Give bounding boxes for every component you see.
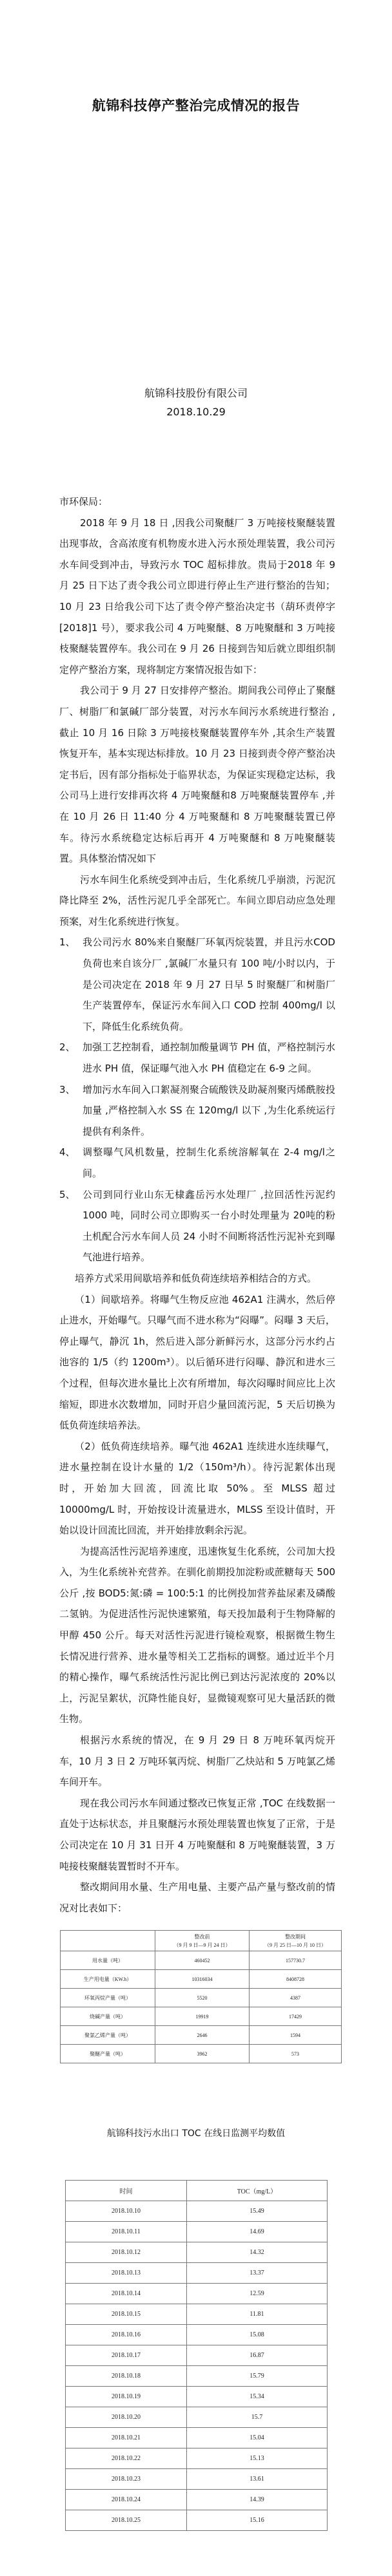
toc-date: 2018.10.20 bbox=[66, 2407, 187, 2428]
toc-date: 2018.10.24 bbox=[66, 2490, 187, 2510]
header-during-label: 整改期间 bbox=[285, 1933, 306, 1940]
toc-row bbox=[66, 2284, 328, 2304]
row-label: 聚醚产量（吨） bbox=[61, 2045, 155, 2063]
paragraph-restart: 根据污水系统的情况，在 9 月 29 日 8 万吨环氧丙烷开车，10 月 3 日 2 万吨环氧丙烷、树脂厂乙炔站和 5 万吨氯乙烯车间开车。 bbox=[59, 1734, 335, 1788]
measure-number: 5、 bbox=[59, 1188, 75, 1200]
comparison-row bbox=[61, 1970, 342, 1989]
measure-item bbox=[59, 1184, 335, 1268]
toc-date: 2018.10.17 bbox=[66, 2345, 187, 2366]
toc-date: 2018.10.18 bbox=[66, 2366, 187, 2387]
toc-row bbox=[66, 2428, 328, 2448]
toc-row bbox=[66, 2242, 328, 2263]
toc-value: 13.37 bbox=[187, 2263, 328, 2284]
row-label: 生产用电量（KW.h） bbox=[61, 1970, 155, 1989]
toc-row bbox=[66, 2448, 328, 2469]
toc-date: 2018.10.15 bbox=[66, 2304, 187, 2325]
toc-date: 2018.10.11 bbox=[66, 2222, 187, 2242]
header-time: 时间 bbox=[66, 2181, 187, 2201]
row-label: 烧碱产量（吨） bbox=[61, 2007, 155, 2026]
toc-row bbox=[66, 2263, 328, 2284]
measure-text: 我公司污水 80%来自聚醚厂环氧丙烷装置，并且污水COD 负荷也来自该分厂 ,氯碱厂水量只有 100 吨/小时以内，于是公司决定在 2018 年 9 月 27 日早 5 时聚醚厂和树脂厂生产装置停车，保证污水车间入口 COD 控制 400mg/l 以下，降低生化系统负荷。 bbox=[83, 936, 335, 1032]
paragraph-rectification: 我公司于 9 月 27 日安排停产整治。期间我公司停止了聚醚厂、树脂厂和氯碱厂部分装置，对污水车间污水系统进行整治 ,截止 10 月 16 日除 3 万吨接枝聚醚装置停车外 ,其余生产装置恢复开车，基本实现达标排放。10 月 23 日接到责令停产整治决定书后，因有部分指标处于临界状态，为保证实现稳定达标，我公司马上进行安排再次将 4 万吨聚醚和8 万吨聚醚装置停车 ,并在 10 月 26 日 11:40 分 4 万吨聚醚和 8 万吨聚醚装置已停车。待污水系统稳定达标后再开 4 万吨聚醚和 8 万吨聚醚装置。具体整治情况如下 bbox=[59, 685, 335, 865]
toc-value: 14.32 bbox=[187, 2242, 328, 2263]
toc-value: 14.39 bbox=[187, 2490, 328, 2510]
measure-text: 加强工艺控制看，通控制加酸量调节 PH 值，严格控制污水进水 PH 值，保证曝气池入水 PH 值稳定在 6-9 之间。 bbox=[83, 1041, 335, 1075]
header-before-label: 整改前 bbox=[194, 1933, 210, 1940]
comparison-header-row bbox=[61, 1931, 342, 1951]
toc-value: 15.49 bbox=[187, 2201, 328, 2222]
value-during: 4387 bbox=[250, 1989, 342, 2007]
header-during-period: （9 月 25 日—10 月 10 日） bbox=[264, 1942, 326, 1948]
measure-item bbox=[59, 1142, 335, 1184]
toc-value: 13.61 bbox=[187, 2469, 328, 2490]
toc-date: 2018.10.13 bbox=[66, 2263, 187, 2284]
measure-number: 4、 bbox=[59, 1146, 75, 1159]
toc-row bbox=[66, 2304, 328, 2325]
toc-row bbox=[66, 2490, 328, 2510]
toc-row bbox=[66, 2222, 328, 2242]
header-cell-before bbox=[155, 1931, 250, 1951]
measure-number: 3、 bbox=[59, 1083, 75, 1095]
measure-number: 1、 bbox=[59, 936, 75, 949]
toc-row bbox=[66, 2510, 328, 2531]
measure-text: 调整曝气风机数量，控制生化系统溶解氧在 2-4 mg/l之间。 bbox=[83, 1146, 335, 1179]
toc-value: 15.79 bbox=[187, 2366, 328, 2387]
measure-item bbox=[59, 1037, 335, 1079]
toc-date: 2018.10.14 bbox=[66, 2284, 187, 2304]
paragraph-culture-method: 培养方式采用间歇培养和低负荷连续培养相结合的方式。 bbox=[75, 1272, 317, 1284]
toc-date: 2018.10.25 bbox=[66, 2510, 187, 2531]
toc-date: 2018.10.16 bbox=[66, 2325, 187, 2345]
toc-section-title: 航锦科技污水出口 TOC 在线日监测平均数值 bbox=[106, 2128, 286, 2139]
toc-value: 15.13 bbox=[187, 2448, 328, 2469]
comparison-table bbox=[60, 1930, 342, 2063]
toc-row bbox=[66, 2201, 328, 2222]
page-title: 航锦科技停产整治完成情况的报告 bbox=[92, 98, 300, 113]
paragraph-biochemical-impact: 污水车间生化系统受到冲击后，生化系统几乎崩溃，污泥沉降比降至 2%，活性污泥几乎全部死亡。车间立即启动应急处理预案，对生化系统进行恢复。 bbox=[59, 873, 335, 927]
row-label: 用水量（吨） bbox=[61, 1951, 155, 1970]
toc-row bbox=[66, 2469, 328, 2490]
header-before-period: （9 月 9 日—9 月 24 日） bbox=[173, 1942, 231, 1948]
toc-header-row bbox=[66, 2181, 328, 2201]
value-during: 157730.7 bbox=[250, 1951, 342, 1970]
toc-value: 15.08 bbox=[187, 2325, 328, 2345]
report-body bbox=[59, 491, 335, 1918]
value-during: 1594 bbox=[250, 2026, 342, 2045]
value-before: 10316034 bbox=[155, 1970, 250, 1989]
toc-row bbox=[66, 2387, 328, 2407]
value-before: 19919 bbox=[155, 2007, 250, 2026]
toc-value: 11.81 bbox=[187, 2304, 328, 2325]
measure-text: 公司到同行业山东无棣鑫岳污水处理厂 ,拉回活性污泥约 1000 吨，同时公司立即购买一台小时处理量为 20吨的粉土机配合污水车间人员 24 小时不间断将活性污泥补充到曝气池进行培养。 bbox=[83, 1188, 335, 1264]
value-before: 460452 bbox=[155, 1951, 250, 1970]
toc-value: 12.59 bbox=[187, 2284, 328, 2304]
value-during: 17429 bbox=[250, 2007, 342, 2026]
header-toc: TOC（mg/L） bbox=[187, 2181, 328, 2201]
toc-date: 2018.10.19 bbox=[66, 2387, 187, 2407]
toc-value: 15.16 bbox=[187, 2510, 328, 2531]
paragraph-incident: 2018 年 9 月 18 日 ,因我公司聚醚厂 3 万吨接枝聚醚装置出现事故，含高浓度有机物废水进入污水预处理装置，我公司污水车间受到冲击，导致污水 TOC 超标排放。贵局于2018 年 9 月 25 日下达了责令我公司立即进行停止生产进行整治的告知；10 月 23 日给我公司下达了责令停产整治决定书（葫环责停字[2018]1 号），要求我公司 4 万吨聚醚、8 万吨聚醚和 3 万吨接枝聚醚装置停车。我公司在 9 月 26 日接到告知后就立即组织制定停产整治方案，现将制定方案情况报告如下： bbox=[59, 516, 335, 676]
header-cell-empty bbox=[61, 1931, 155, 1951]
toc-date: 2018.10.23 bbox=[66, 2469, 187, 2490]
toc-row bbox=[66, 2366, 328, 2387]
toc-value: 15.7 bbox=[187, 2407, 328, 2428]
value-before: 2646 bbox=[155, 2026, 250, 2045]
toc-value: 15.04 bbox=[187, 2428, 328, 2448]
toc-value: 15.34 bbox=[187, 2387, 328, 2407]
paragraph-intermittent-culture: （1）间歇培养。将曝气生物反应池 462A1 注满水，然后停止进水，开始曝气。只曝气而不进水称为“闷曝”。闷曝 3 天后，停止曝气，静沉 1h，然后进入部分新鲜污水，这部分污水约占池容的 1/5（约 1200m³）。以后循环进行闷曝、静沉和进水三个过程，但每次进水量比上次有所增加，每次闷曝时间应比上次缩短，即进水次数增加，同时开启少量回流污泥，5 天后切换为低负荷连续培养法。 bbox=[59, 1293, 335, 1432]
toc-value: 16.87 bbox=[187, 2345, 328, 2366]
measure-item bbox=[59, 932, 335, 1037]
paragraph-nutrients: 为提高活性污泥培养速度，迅速恢复生化系统，公司加大投入，为生化系统补充营养。在驯化前期投加淀粉或蔗糖每天 500 公斤 ,按 BOD5:氮:磷 = 100:5:1 的比例投加营养盐尿素及磷酸二氢钠。为促进活性污泥快速繁殖，每天投加最利于生物降解的甲醇 450 公斤。每天对活性污泥进行镜检观察，根据微生物生长情况进行营养、进水量等相关工艺指标的调整。通过近半个月的精心操作，曝气系统活性污泥比例已到达污泥浓度的 20%以上，污泥呈絮状，沉降性能良好，显微镜观察可见大量活跃的微生物。 bbox=[59, 1545, 335, 1725]
comparison-row bbox=[61, 1951, 342, 1970]
header-cell-during bbox=[250, 1931, 342, 1951]
toc-value: 14.69 bbox=[187, 2222, 328, 2242]
measure-text: 增加污水车间入口絮凝剂聚合硫酸铁及助凝剂聚丙烯酰胺投加量 ,严格控制入水 SS 在 120mg/l 以下 ,为生化系统运行提供有利条件。 bbox=[83, 1083, 335, 1137]
comparison-row bbox=[61, 2026, 342, 2045]
measure-item bbox=[59, 1079, 335, 1142]
paragraph-comparison-intro: 整改期间用水量、生产用电量、主要产品产量与整改前的情况对比表如下： bbox=[59, 1881, 335, 1914]
value-before: 3962 bbox=[155, 2045, 250, 2063]
report-date: 2018.10.29 bbox=[166, 406, 226, 418]
toc-row bbox=[66, 2407, 328, 2428]
comparison-row bbox=[61, 2007, 342, 2026]
paragraph-current-status: 现在我公司污水车间通过整改已恢复正常 ,TOC 在线数据一直处于达标状态，并且聚醚污水预处理装置也恢复了正常，于是公司决定在 10 月 31 日开 4 万吨聚醚和 8 万吨聚醚装置，3 万吨接枝聚醚装置暂时不开车。 bbox=[59, 1797, 335, 1872]
toc-date: 2018.10.22 bbox=[66, 2448, 187, 2469]
row-label: 聚氯乙烯产量（吨） bbox=[61, 2026, 155, 2045]
toc-table bbox=[65, 2180, 328, 2531]
toc-date: 2018.10.21 bbox=[66, 2428, 187, 2448]
measure-number: 2、 bbox=[59, 1041, 75, 1054]
comparison-row bbox=[61, 1989, 342, 2007]
toc-row bbox=[66, 2345, 328, 2366]
comparison-row bbox=[61, 2045, 342, 2063]
toc-date: 2018.10.12 bbox=[66, 2242, 187, 2263]
company-name: 航锦科技股份有限公司 bbox=[144, 387, 248, 399]
value-during: 573 bbox=[250, 2045, 342, 2063]
salutation: 市环保局： bbox=[59, 496, 108, 507]
value-during: 8408728 bbox=[250, 1970, 342, 1989]
toc-date: 2018.10.10 bbox=[66, 2201, 187, 2222]
paragraph-continuous-culture: （2）低负荷连续培养。曝气池 462A1 连续进水连续曝气，进水量控制在设计水量的 1/2（150m³/h）。待污泥絮体出现时，开始加大回流，回流比取 50%。至 MLSS 超过10000mg/L 时，开始按设计流量进水，MLSS 至设计值时，开始以设计回流比回流，并开始排放剩余污泥。 bbox=[59, 1440, 335, 1537]
value-before: 5520 bbox=[155, 1989, 250, 2007]
toc-row bbox=[66, 2325, 328, 2345]
row-label: 环氧丙烷产量（吨） bbox=[61, 1989, 155, 2007]
